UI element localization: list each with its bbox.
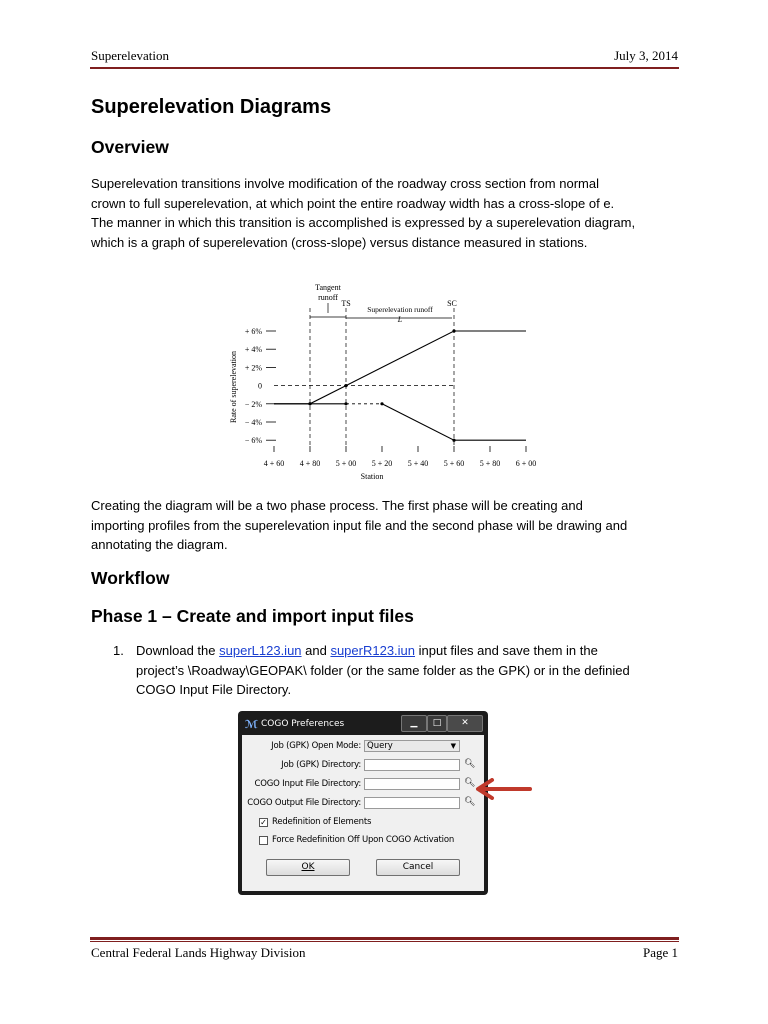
- browse-job-dir-icon[interactable]: 🔍︎: [464, 759, 476, 769]
- dialog-title: COGO Preferences: [261, 719, 345, 729]
- dropdown-arrow-icon: ▼: [450, 742, 456, 750]
- intro-line: Creating the diagram will be a two phase process. The first phase will be creating and: [91, 498, 583, 513]
- overview-line: The manner in which this transition is accomplished is expressed by a superelevation diagram,: [91, 215, 636, 230]
- output-dir-field[interactable]: [364, 797, 460, 809]
- footer-rule: [90, 937, 679, 940]
- open-mode-select[interactable]: [364, 740, 460, 752]
- y-axis-label: Rate of superelevation: [229, 351, 238, 423]
- job-dir-field[interactable]: [364, 759, 460, 771]
- intro-line: importing profiles from the superelevation input file and the second phase will be drawing and: [91, 517, 628, 533]
- step1-pre: Download the: [136, 643, 220, 658]
- x-tick-label: 5 + 40: [407, 459, 429, 468]
- step1-mid: and: [301, 643, 331, 658]
- ok-button[interactable]: OK: [266, 859, 350, 876]
- page-number: Page 1: [642, 945, 678, 960]
- cancel-button[interactable]: Cancel: [376, 859, 460, 876]
- step1-post: input files and save them in the: [415, 643, 598, 658]
- job-dir-label: Job (GPK) Directory:: [281, 760, 361, 770]
- overview-heading: Overview: [91, 137, 169, 157]
- x-tick-label: 6 + 00: [515, 459, 537, 468]
- close-icon[interactable]: ✕: [447, 715, 483, 732]
- force-redefinition-checkbox[interactable]: [259, 836, 268, 845]
- overview-line: which is a graph of superelevation (cross-slope) versus distance measured in stations.: [91, 234, 588, 250]
- force-redefinition-label: Force Redefinition Off Upon COGO Activation: [272, 835, 455, 845]
- x-tick-label: 5 + 80: [479, 459, 501, 468]
- superR-link[interactable]: superR123.iun: [330, 643, 416, 658]
- x-tick-label: 5 + 60: [443, 459, 465, 468]
- output-dir-label: COGO Output File Directory:: [247, 798, 361, 808]
- redefinition-checkbox[interactable]: ✓: [260, 818, 267, 827]
- high-side-series-line: [274, 331, 526, 404]
- phase1-heading: Phase 1 – Create and import input files: [91, 606, 414, 626]
- series-point: [380, 402, 383, 405]
- superelevation-diagram: [224, 280, 554, 486]
- tangent-label: Tangent: [315, 283, 341, 292]
- dialog-body: [242, 735, 484, 891]
- overview-line: Superelevation transitions involve modification of the roadway cross section from normal: [91, 176, 599, 191]
- y-tick-label: + 2%: [244, 363, 262, 373]
- y-tick-label: + 6%: [244, 327, 262, 336]
- page-header: [91, 48, 678, 64]
- footer-rule-thin: [90, 941, 679, 942]
- overview-paragraph: [91, 174, 681, 252]
- y-tick-label: − 2%: [244, 399, 262, 409]
- l-label: L: [397, 315, 403, 324]
- runoff-label: runoff: [318, 293, 338, 302]
- open-mode-label: Job (GPK) Open Mode:: [271, 741, 361, 751]
- redefinition-label: Redefinition of Elements: [272, 817, 372, 827]
- page-footer: [91, 945, 678, 961]
- open-mode-value: Query: [367, 741, 393, 751]
- browse-input-dir-icon[interactable]: 🔍︎: [464, 778, 476, 788]
- header-rule: [90, 67, 679, 69]
- input-dir-field[interactable]: [364, 778, 460, 790]
- intro-line: annotating the diagram.: [91, 537, 228, 552]
- cogo-preferences-dialog: [238, 711, 488, 895]
- header-left-text: Superelevation: [91, 48, 169, 63]
- footer-organization: Central Federal Lands Highway Division: [91, 945, 306, 960]
- superL-link[interactable]: superL123.iun: [219, 643, 302, 658]
- overview-line: crown to full superelevation, at which point the entire roadway width has a cross-slope of e.: [91, 195, 615, 211]
- step1-line2: project’s \Roadway\GEOPAK\ folder (or the same folder as the GPK) or in the definied: [136, 662, 630, 678]
- header-date: July 3, 2014: [614, 48, 678, 63]
- y-tick-label: − 4%: [244, 418, 262, 427]
- x-tick-label: 4 + 60: [263, 459, 285, 468]
- y-tick-label: 0: [258, 381, 262, 391]
- minimize-icon[interactable]: ▁: [401, 715, 427, 732]
- x-axis-label: Station: [360, 472, 384, 481]
- series-point: [452, 439, 455, 442]
- step1-text: [136, 641, 681, 700]
- ts-label: TS: [341, 299, 351, 308]
- se-runoff-label: Superelevation runoff: [367, 305, 433, 314]
- browse-output-dir-icon[interactable]: 🔍︎: [464, 797, 476, 807]
- input-dir-label: COGO Input File Directory:: [254, 779, 361, 789]
- page-title: Superelevation Diagrams: [91, 96, 332, 118]
- series-point: [344, 402, 347, 405]
- maximize-icon[interactable]: □: [427, 715, 447, 732]
- step-number: 1.: [113, 643, 124, 658]
- y-tick-label: − 6%: [244, 436, 262, 446]
- dialog-titlebar[interactable]: [241, 714, 485, 734]
- y-tick-label: + 4%: [244, 345, 262, 355]
- sc-label: SC: [447, 299, 457, 308]
- series-point: [308, 402, 311, 405]
- series-point: [452, 329, 455, 332]
- geopak-logo-icon: ℳ: [245, 718, 259, 731]
- red-arrow-icon: [474, 778, 532, 800]
- x-tick-label: 5 + 20: [371, 459, 393, 468]
- series-point: [344, 384, 347, 387]
- step1-line3: COGO Input File Directory.: [136, 682, 292, 697]
- workflow-heading: Workflow: [91, 568, 170, 588]
- phase-intro-paragraph: [91, 496, 681, 555]
- x-tick-label: 5 + 00: [335, 459, 357, 468]
- x-tick-label: 4 + 80: [299, 459, 321, 468]
